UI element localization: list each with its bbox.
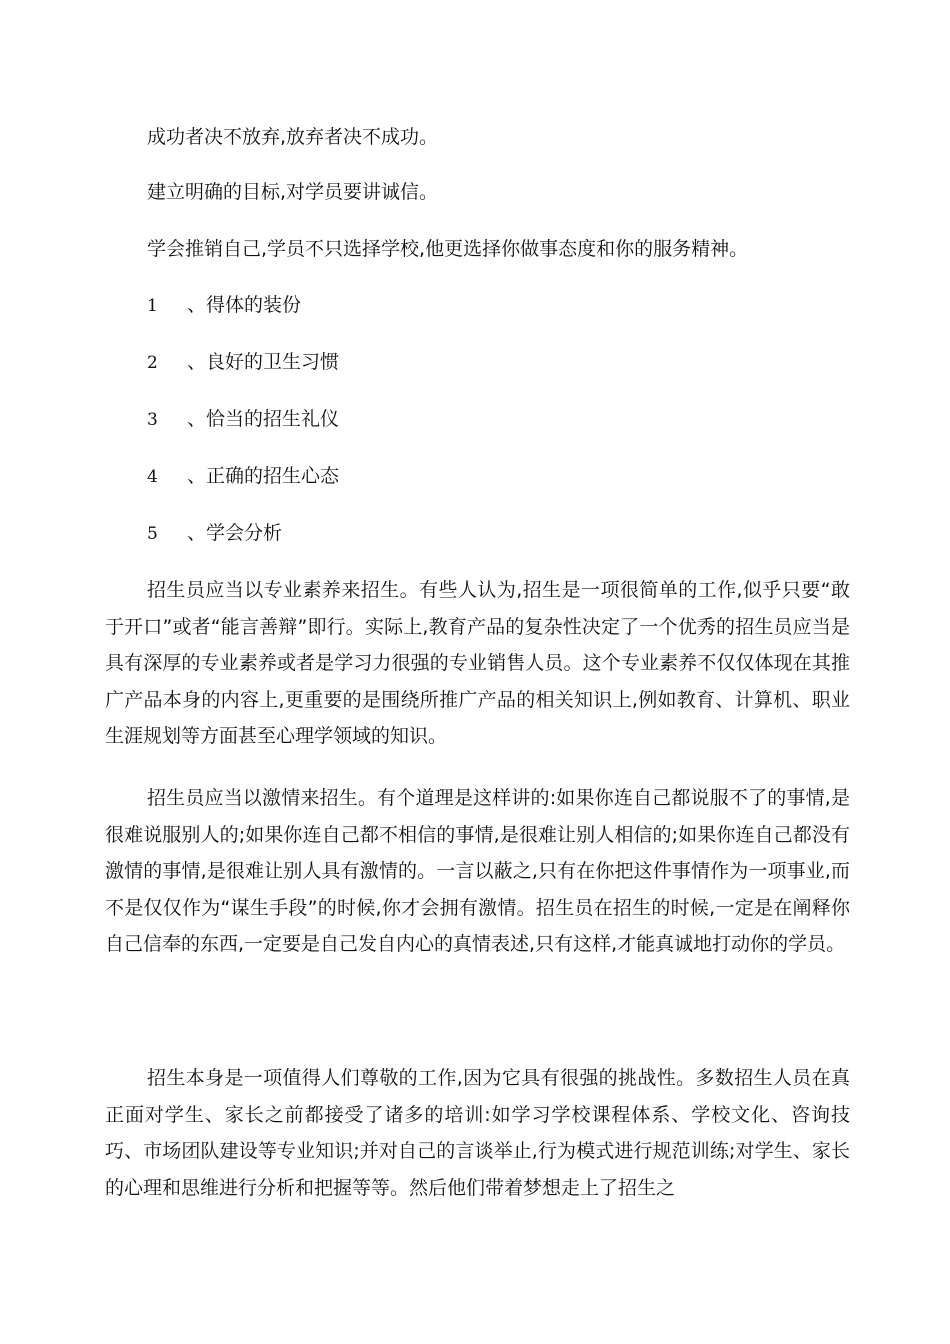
list-text: 、学会分析 — [187, 522, 283, 544]
list-number: 5 — [147, 524, 158, 544]
list-item — [147, 293, 301, 318]
list-item — [147, 350, 339, 375]
list-text: 、正确的招生心态 — [187, 465, 340, 487]
list-number: 2 — [147, 353, 158, 373]
list-item — [147, 521, 282, 546]
text-line: 建立明确的目标,对学员要讲诚信。 — [147, 181, 439, 203]
body-paragraph: 招生本身是一项值得人们尊敬的工作,因为它具有很强的挑战性。多数招生人员在真正面对学生、家长之前都接受了诸多的培训:如学习学校课程体系、学校文化、咨询技巧、市场团队建设等专业知识;并对自己的言谈举止,行为模式进行规范训练;对学生、家长的心理和思维进行分析和把握等等。然后他们带着梦想走上了招生之 — [105, 1067, 850, 1199]
list-number: 4 — [147, 467, 158, 487]
body-paragraph: 招生员应当以激情来招生。有个道理是这样讲的:如果你连自己都说服不了的事情,是很难说服别人的;如果你连自己都不相信的事情,是很难让别人相信的;如果你连自己都没有激情的事情,是很难让别人具有激情的。一言以蔽之,只有在你把这件事情作为一项事业,而不是仅仅作为“谋生手段”的时候,你才会拥有激情。招生员在招生的时候,一定是在阐释你自己信奉的东西,一定要是自己发自内心的真情表述,只有这样,才能真诚地打动你的学员。 — [105, 787, 850, 955]
list-item — [147, 464, 339, 489]
list-item — [147, 407, 339, 432]
list-number: 3 — [147, 410, 158, 430]
list-text: 、得体的装份 — [187, 294, 302, 316]
text-line: 学会推销自己,学员不只选择学校,他更选择你做事态度和你的服务精神。 — [147, 238, 749, 260]
list-number: 1 — [147, 296, 158, 316]
text-line: 成功者决不放弃,放弃者决不成功。 — [147, 126, 439, 148]
list-text: 、恰当的招生礼仪 — [187, 408, 340, 430]
body-paragraph: 招生员应当以专业素养来招生。有些人认为,招生是一项很简单的工作,似乎只要“敢于开口”或者“能言善辩”即行。实际上,教育产品的复杂性决定了一个优秀的招生员应当是具有深厚的专业素养或者是学习力很强的专业销售人员。这个专业素养不仅仅体现在其推广产品本身的内容上,更重要的是围绕所推广产品的相关知识上,例如教育、计算机、职业生涯规划等方面甚至心理学领域的知识。 — [105, 579, 850, 747]
list-text: 、良好的卫生习惯 — [187, 351, 340, 373]
